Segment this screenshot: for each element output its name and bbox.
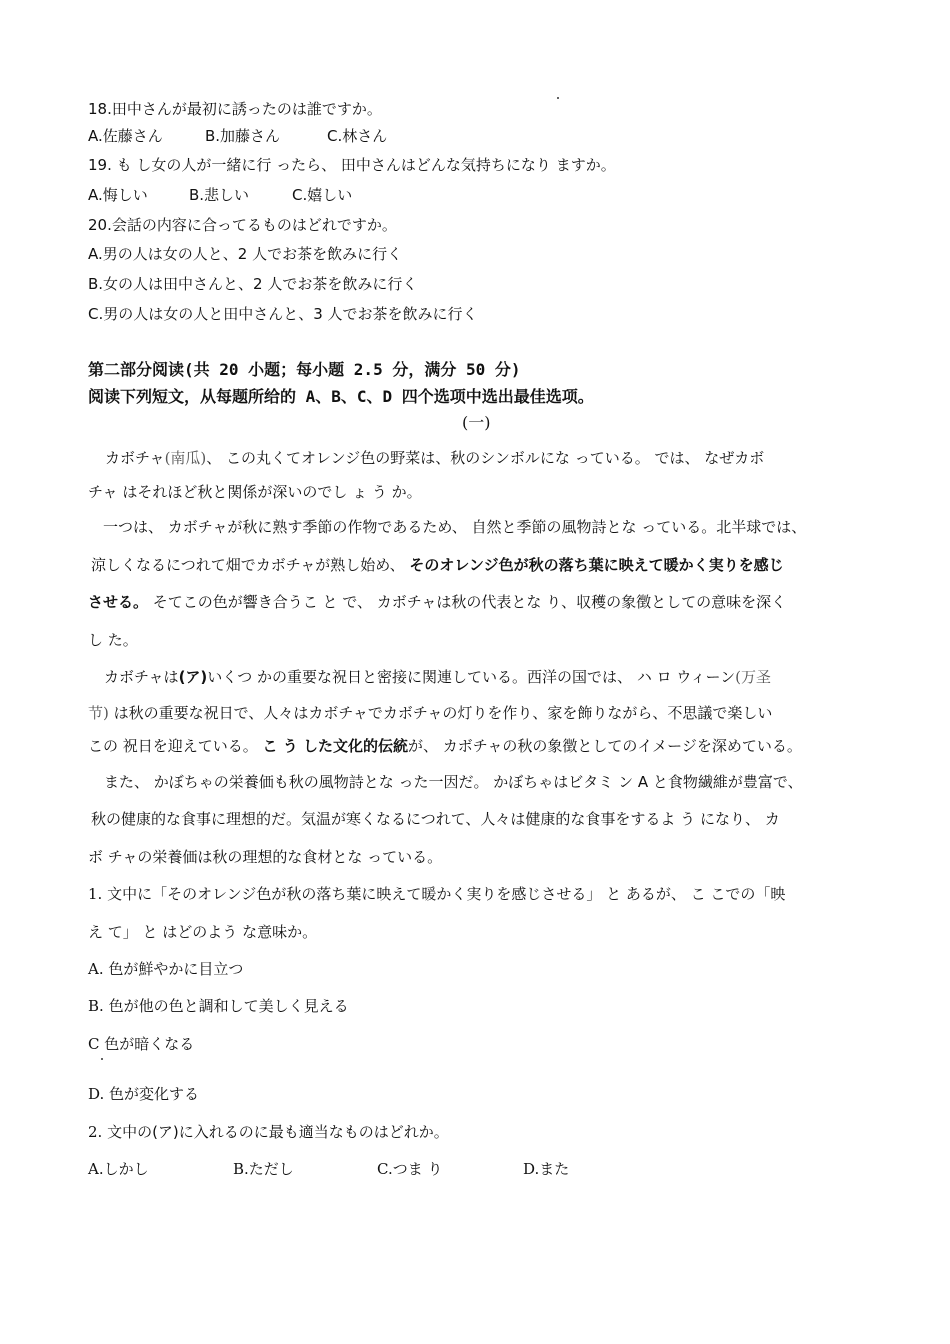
passage-p1-line2: チャ はそれほど秋と関係が深いのでし ょ う か。 [88,483,422,501]
p3-text-a: カボチャは [104,668,179,686]
q2-option-a-letter: A. [88,1160,104,1178]
q18-question: 18.田中さんが最初に誘ったのは誰ですか。 [88,100,382,118]
p2-text: 涼しくなるにつれて畑でカボチャが熟し始め、 [91,556,410,574]
p3-text-e: が、 カボチャの秋の象徴としてのイメージを深めている。 [408,737,802,755]
q1-option-c-letter: C [88,1035,100,1053]
p2-underlined-sentence: そのオレンジ色が秋の落ち葉に映えて暖かく実りを感じ [409,556,784,574]
p1-note-nangua: (南瓜) [164,449,207,467]
passage-p3-line3 [88,736,802,756]
q1-option-a-letter: A. [88,960,104,978]
q2-options [88,1159,569,1179]
p2-text-cont: そてこの色が響き合うこ と で、 カボチャは秋の代表とな り、収穫の象徴としての意味を深く [148,593,787,611]
q18-option-c: C.林さん [327,127,388,145]
q2-option-c-letter: C. [377,1160,393,1178]
passage-p1-line1 [105,448,764,468]
q1-text: 文中に「そのオレンジ色が秋の落ち葉に映えて暖かく実りを感じさせる」 と あるが、 こ こでの「映 [102,885,786,903]
passage-number: (一) [462,413,491,432]
passage-p4-line2: 秋の健康的な食事に理想的だ。気温が寒くなるにつれて、人々は健康的な食事をするよ う になり、 カ [91,810,780,828]
p3-note-halloween-end: 节) [88,704,109,722]
q2-option-d-letter: D. [523,1160,540,1178]
q2-number: 2. [88,1123,103,1141]
q2-line [88,1122,449,1142]
scan-dot-top [557,97,559,99]
q2-option-a-text: しかし [103,1160,149,1178]
passage-p3-line1 [104,667,771,687]
q1-option-b-text: 色が他の色と調和して美しく見える [103,997,349,1015]
q20-option-b: B.女の人は田中さんと、2 人でお茶を飲みに行く [88,275,418,293]
p3-note-halloween: (万圣 [735,668,772,686]
q1-option-c-text: 色が暗くなる [99,1035,195,1053]
passage-p2-line2 [91,555,784,575]
scan-dot-option-c [101,1058,103,1060]
q1-option-d [88,1084,199,1104]
passage-p3-line2 [88,703,772,723]
q1-option-a [88,959,243,979]
passage-p4-line1: また、 かぼちゃの栄養価も秋の風物詩とな った一因だ。 かぼちゃはビタミ ン A と食物繊維が豊富で、 [104,773,803,791]
q1-number: 1. [88,885,103,903]
q2-option-b-text: ただし [248,1160,294,1178]
q2-option-c-text: つま り [392,1160,443,1178]
q1-line1 [88,884,785,904]
q18-option-b: B.加藤さん [205,127,281,145]
q2-option-d [523,1159,569,1179]
passage-p2-line3 [88,592,786,612]
p3-text-b: いくつ かの重要な祝日と密接に関連している。西洋の国では、 ハ ロ ウィーン [207,668,736,686]
q1-option-d-text: 色が変化する [104,1085,200,1103]
passage-p4-line3: ボ チャの栄養価は秋の理想的な食材とな っている。 [88,848,443,866]
q2-option-d-text: また [539,1160,570,1178]
p3-text-c: は秋の重要な祝日で、人々はカボチャでカボチャの灯りを作り、家を飾りながら、不思議で楽しい [108,704,773,722]
p1-text: 、 この丸くてオレンジ色の野菜は、秋のシンボルにな っている。 では、 なぜカボ [206,449,765,467]
q2-option-a [88,1159,233,1179]
q1-option-b-letter: B. [88,997,104,1015]
q1-option-a-text: 色が鮮やかに目立つ [103,960,244,978]
q2-option-b-letter: B. [233,1160,249,1178]
q2-option-b [233,1159,377,1179]
q19-option-b: B.悲しい [189,186,250,204]
q20-option-a: A.男の人は女の人と、2 人でお茶を飲みに行く [88,245,403,263]
q20-question: 20.会話の内容に合ってるものはどれですか。 [88,216,397,234]
passage-p2-line4: し た。 [88,631,138,649]
passage-p2-line1: 一つは、 カボチャが秋に熟す季節の作物であるため、 自然と季節の風物詩とな っている。北半球では、 [103,518,807,536]
p3-underlined-phrase: こ う した文化的伝統 [262,737,408,755]
p1-word-kabocha: カボチャ [105,449,165,467]
q20-option-c: C.男の人は女の人と田中さんと、3 人でお茶を飲みに行く [88,305,478,323]
q1-option-c [88,1034,194,1054]
p2-underlined-sentence-end: させる。 [88,593,149,611]
q1-option-b [88,996,349,1016]
q19-option-c: C.嬉しい [292,186,353,204]
q2-option-c [377,1159,523,1179]
q18-options [88,126,387,146]
p3-blank-a: (ア) [178,668,208,686]
q19-options [88,185,352,205]
p3-text-d: この 祝日を迎えている。 [88,737,263,755]
q19-option-a: A.悔しい [88,186,148,204]
q2-text: 文中の(ア)に入れるのに最も適当なものはどれか。 [102,1123,449,1141]
q18-option-a: A.佐藤さん [88,127,163,145]
q1-option-d-letter: D. [88,1085,105,1103]
section-title: 第二部分阅读(共 20 小题；每小题 2.5 分，满分 50 分) [88,360,521,379]
q19-question: 19. も し女の人が一緒に行 ったら、 田中さんはどんな気持ちになり ますか。 [88,156,616,174]
q1-line2: え て」 と はどのよう な意味か。 [88,923,318,941]
section-instructions: 阅读下列短文，从每题所给的 A、B、C、D 四个选项中选出最佳选项。 [88,387,594,406]
